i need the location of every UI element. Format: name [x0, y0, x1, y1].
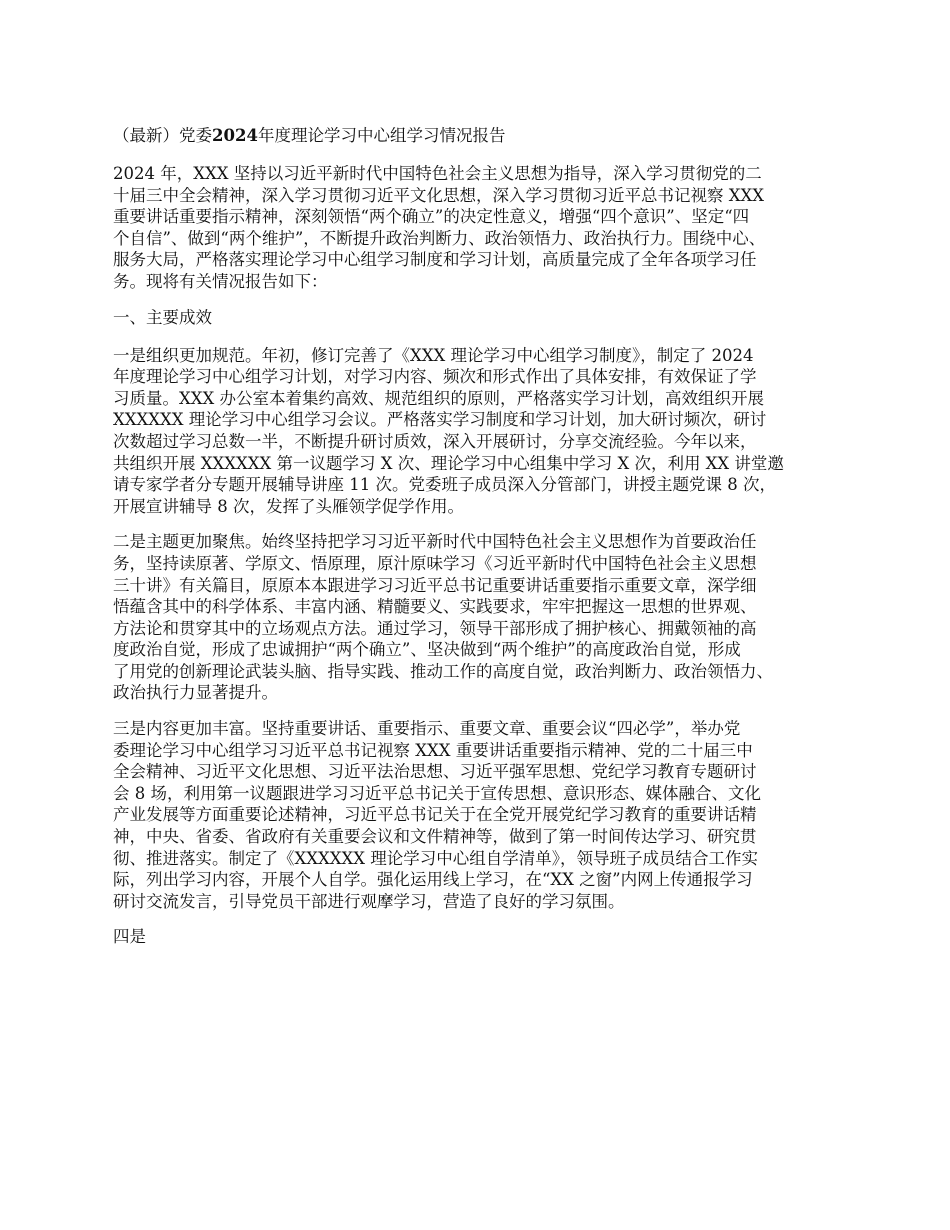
text-line: 政治执行力显著提升。 [113, 683, 278, 703]
text-line: 个自信”、做到“两个维护”，不断提升政治判断力、政治领悟力、政治执行力。围绕中心、 [113, 228, 766, 248]
intro-paragraph [113, 163, 848, 293]
text-line: 际，列出学习内容，开展个人自学。强化运用线上学习，在“XX 之窗”内网上传通报学习 [113, 870, 753, 890]
text-line: XXXXXX 理论学习中心组学习会议。严格落实学习制度和学习计划，加大研讨频次，研讨 [113, 410, 767, 430]
section-heading-main-results: 一、主要成效 [113, 307, 212, 327]
text-line: 二是主题更加聚焦。始终坚持把学习习近平新时代中国特色社会主义思想作为首要政治任 [113, 532, 757, 552]
title-year: 2024 [212, 126, 258, 145]
text-line: 次数超过学习总数一半，不断提升研讨质效，深入开展研讨，分享交流经验。今年以来， [113, 431, 757, 451]
text-line: 开展宣讲辅导 8 次，发挥了头雁领学促学作用。 [113, 496, 464, 516]
point-3-paragraph [113, 718, 848, 912]
document-title [113, 125, 848, 147]
text-line: 彻、推进落实。制定了《XXXXXX 理论学习中心组自学清单》，领导班子成员结合工作实 [113, 848, 758, 868]
text-line: 研讨交流发言，引导党员干部进行观摩学习，营造了良好的学习氛围。 [113, 891, 625, 911]
text-line: 服务大局，严格落实理论学习中心组学习制度和学习计划，高质量完成了全年各项学习任 [113, 250, 757, 270]
text-line: 了用党的创新理论武装头脑、指导实践、推动工作的高度自觉，政治判断力、政治领悟力、 [113, 661, 773, 681]
text-line: 悟蕴含其中的科学体系、丰富内涵、精髓要义、实践要求，牢牢把握这一思想的世界观、 [113, 597, 757, 617]
title-suffix: 年度理论学习中心组学习情况报告 [257, 126, 506, 145]
text-line: 会 8 场，利用第一议题跟进学习习近平总书记关于宣传思想、意识形态、媒体融合、文化 [113, 783, 761, 803]
text-line: 共组织开展 XXXXXX 第一议题学习 X 次、理论学习中心组集中学习 X 次，利用 XX 讲堂邀 [113, 453, 784, 473]
text-line: 方法论和贯穿其中的立场观点方法。通过学习，领导干部形成了拥护核心、拥戴领袖的高 [113, 618, 757, 638]
text-line: 请专家学者分专题开展辅导讲座 11 次。党委班子成员深入分管部门，讲授主题党课 8 次， [113, 475, 776, 495]
text-line: 三是内容更加丰富。坚持重要讲话、重要指示、重要文章、重要会议“四必学”，举办党 [113, 719, 741, 739]
text-line: 务，坚持读原著、学原文、悟原理，原汁原味学习《习近平新时代中国特色社会主义思想 [113, 553, 757, 573]
text-line: 务。现将有关情况报告如下： [113, 271, 328, 291]
text-line: 产业发展等方面重要论述精神，习近平总书记关于在全党开展党纪学习教育的重要讲话精 [113, 805, 757, 825]
text-line: 全会精神、习近平文化思想、习近平法治思想、习近平强军思想、党纪学习教育专题研讨 [113, 762, 757, 782]
point-1-paragraph [113, 345, 848, 518]
point-2-paragraph [113, 531, 848, 704]
point-4-paragraph: 四是 [113, 927, 146, 947]
text-line: 重要讲话重要指示精神，深刻领悟“两个确立”的决定性意义，增强“四个意识”、坚定“四 [113, 207, 750, 227]
document-page [113, 125, 848, 964]
text-line: 度政治自觉，形成了忠诚拥护“两个确立”、坚决做到“两个维护”的高度政治自觉，形成 [113, 640, 741, 660]
text-line: 神，中央、省委、省政府有关重要会议和文件精神等，做到了第一时间传达学习、研究贯 [113, 827, 757, 847]
text-line: 2024 年，XXX 坚持以习近平新时代中国特色社会主义思想为指导，深入学习贯彻党的二 [113, 164, 762, 183]
title-prefix: （最新）党委 [113, 126, 212, 145]
text-line: 年度理论学习中心组学习计划，对学习内容、频次和形式作出了具体安排，有效保证了学 [113, 367, 757, 387]
text-line: 习质量。XXX 办公室本着集约高效、规范组织的原则，严格落实学习计划，高效组织开展 [113, 388, 764, 408]
text-line: 一是组织更加规范。年初，修订完善了《XXX 理论学习中心组学习制度》，制定了 2024 [113, 345, 754, 365]
text-line: 三十讲》有关篇目，原原本本跟进学习习近平总书记重要讲话重要指示重要文章，深学细 [113, 575, 757, 595]
text-line: 十届三中全会精神，深入学习贯彻习近平文化思想，深入学习贯彻习近平总书记视察 XXX [113, 185, 764, 205]
text-line: 委理论学习中心组学习习近平总书记视察 XXX 重要讲话重要指示精神、党的二十届三中 [113, 740, 753, 760]
